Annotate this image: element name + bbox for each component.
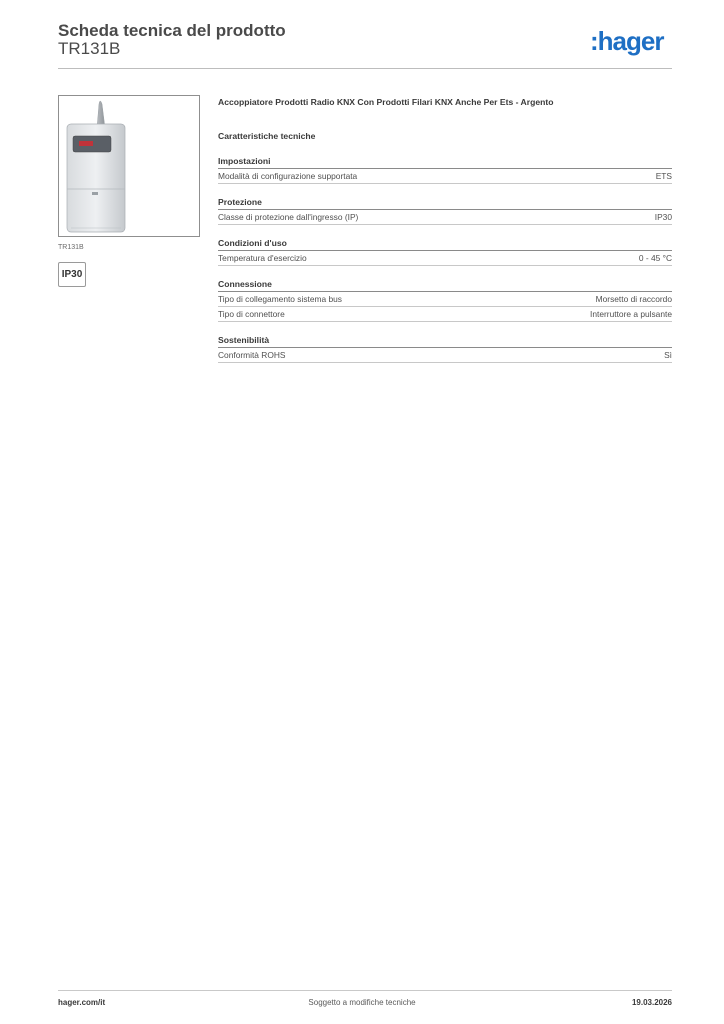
section-title: Impostazioni	[218, 156, 672, 169]
footer-date: 19.03.2026	[631, 998, 672, 1007]
spec-label: Tipo di connettore	[218, 309, 285, 319]
spec-row	[218, 210, 672, 225]
product-image	[58, 95, 200, 237]
spec-content	[218, 95, 672, 363]
spec-row	[218, 251, 672, 266]
tech-specs-heading: Caratteristiche tecniche	[218, 131, 316, 141]
spec-row	[218, 292, 672, 307]
spec-label: Tipo di collegamento sistema bus	[218, 294, 342, 304]
spec-row	[218, 348, 672, 363]
hager-logo	[590, 27, 672, 57]
page-title: Scheda tecnica del prodotto	[58, 21, 286, 40]
product-description: Accoppiatore Prodotti Radio KNX Con Prodotti Filari KNX Anche Per Ets - Argento	[218, 97, 554, 107]
spec-value: ETS	[655, 171, 672, 181]
spec-label: Temperatura d'esercizio	[218, 253, 307, 263]
section-condizioni-uso	[218, 238, 672, 266]
ip-rating-badge: IP30	[58, 262, 86, 287]
spec-value: Sì	[664, 350, 672, 360]
spec-label: Conformità ROHS	[218, 350, 286, 360]
spec-row	[218, 169, 672, 184]
footer-divider	[58, 990, 672, 991]
image-caption: TR131B	[58, 244, 84, 251]
section-title: Connessione	[218, 279, 672, 292]
spec-label: Modalità di configurazione supportata	[218, 171, 358, 181]
spec-value: IP30	[654, 212, 672, 222]
spec-value: Interruttore a pulsante	[590, 309, 672, 319]
section-protezione	[218, 197, 672, 225]
footer-notice: Soggetto a modifiche tecniche	[308, 998, 416, 1007]
spec-value: Morsetto di raccordo	[595, 294, 672, 304]
section-impostazioni	[218, 156, 672, 184]
section-connessione	[218, 279, 672, 322]
header-divider	[58, 68, 672, 69]
footer-website: hager.com/it	[58, 998, 106, 1007]
section-title: Protezione	[218, 197, 672, 210]
product-illustration	[59, 96, 199, 236]
product-code: TR131B	[58, 39, 121, 58]
section-sostenibilita	[218, 335, 672, 363]
spec-value: 0 - 45 °C	[638, 253, 672, 263]
section-title: Condizioni d'uso	[218, 238, 672, 251]
logo-text: :hager	[590, 27, 664, 56]
spec-row	[218, 307, 672, 322]
spec-label: Classe di protezione dall'ingresso (IP)	[218, 212, 359, 222]
section-title: Sostenibilità	[218, 335, 672, 348]
